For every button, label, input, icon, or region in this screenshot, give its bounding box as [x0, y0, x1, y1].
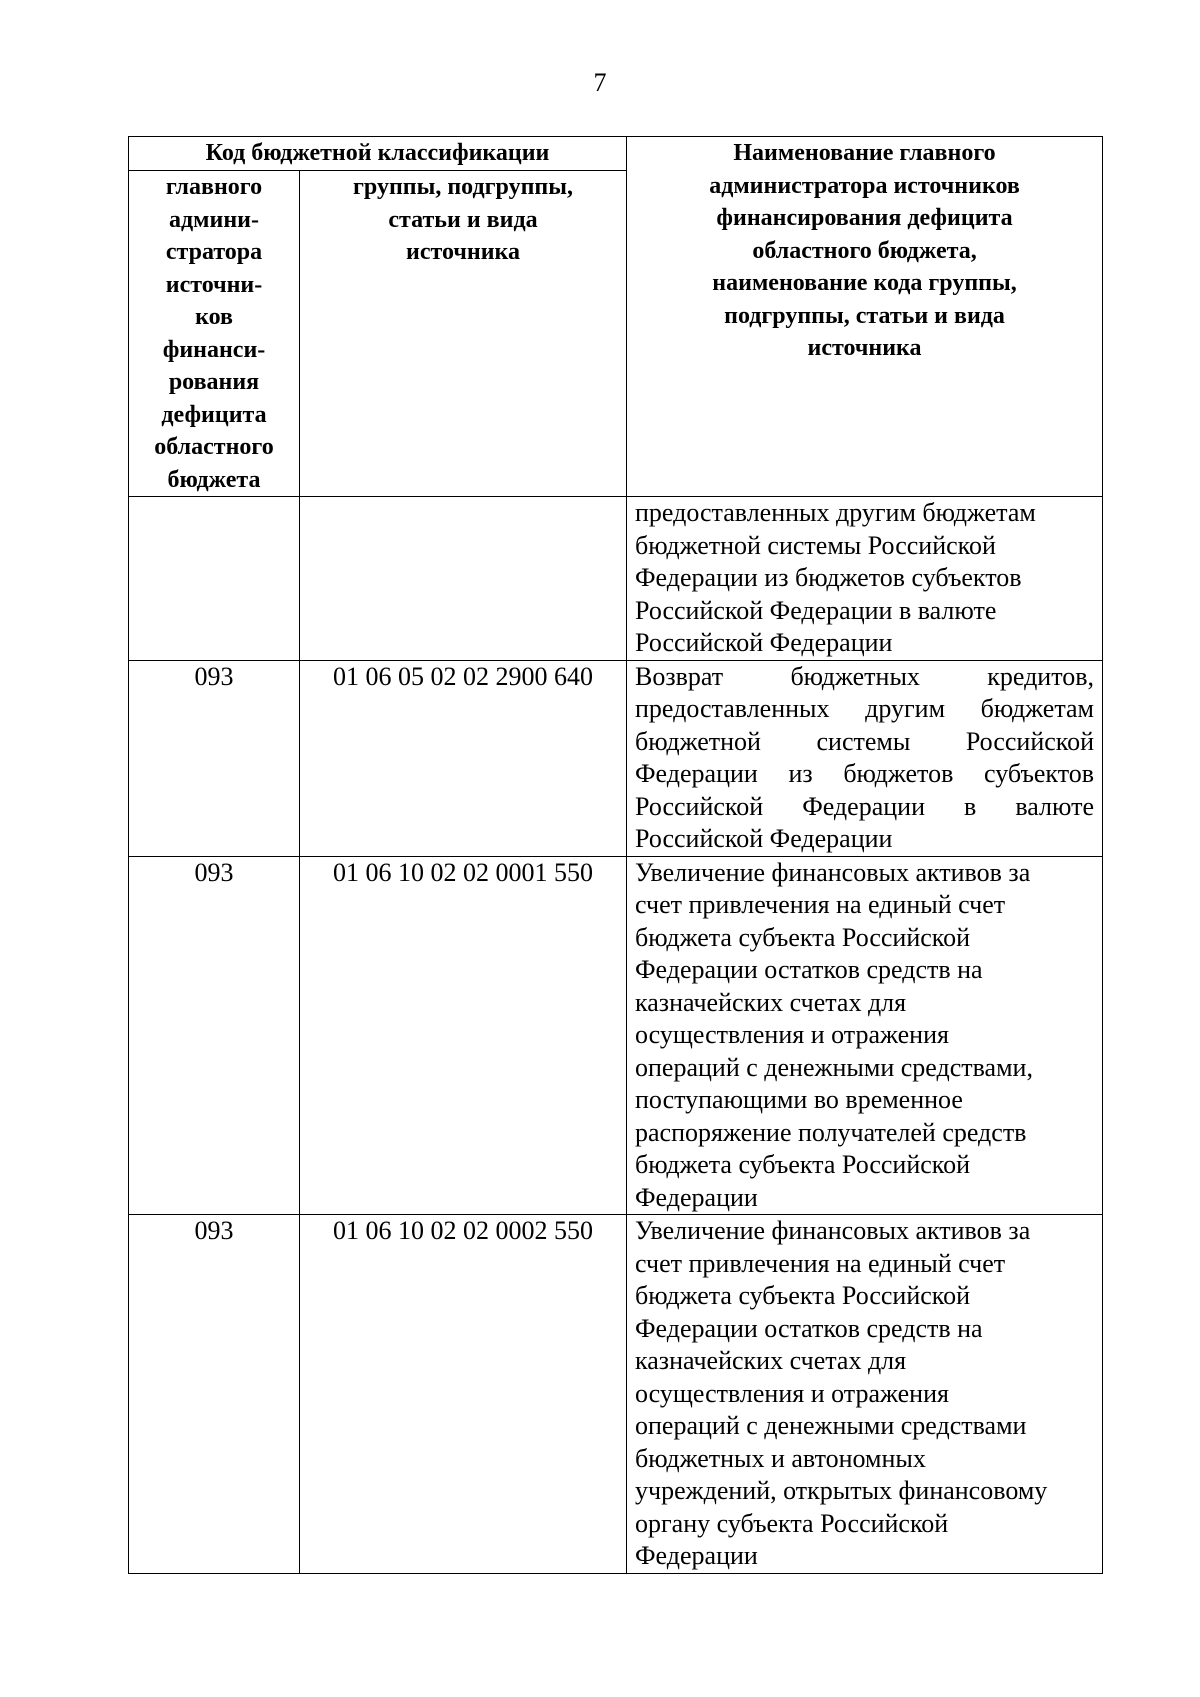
source-name-line: осуществления и отражения: [635, 1378, 949, 1408]
header-admin-line: дефицита: [161, 401, 267, 428]
source-name-line: Российской Федерации в валюте: [635, 791, 1095, 821]
source-code-cell: 01 06 05 02 02 2900 640: [300, 660, 627, 856]
source-name-line: бюджетных и автономных: [635, 1443, 926, 1473]
header-admin-line: областного: [154, 434, 274, 460]
header-admin-line: ков: [195, 304, 233, 330]
admin-code-cell: [129, 497, 300, 661]
source-name-line: операций с денежными средствами: [635, 1411, 1027, 1440]
source-name-line: операций с денежными средствами,: [635, 1052, 1033, 1082]
page-number: 7: [593, 68, 607, 97]
table-row: [129, 660, 1103, 856]
table-row: [129, 497, 1103, 661]
header-name-line: администратора источников: [709, 172, 1020, 199]
source-name-line: осуществления и отражения: [635, 1020, 949, 1049]
header-admin-line: главного: [165, 174, 263, 200]
header-admin-column: [129, 171, 300, 497]
source-name-line: поступающими во временное: [635, 1085, 963, 1114]
header-name-line: финансирования дефицита: [716, 205, 1013, 231]
admin-code-cell: 093: [129, 856, 300, 1215]
source-name-cell: [627, 856, 1103, 1215]
source-name-line: Российской Федерации: [635, 628, 893, 657]
admin-code-cell: 093: [129, 1215, 300, 1574]
source-name-line: Федерации из бюджетов субъектов: [635, 563, 1022, 592]
source-code-cell: 01 06 10 02 02 0002 550: [300, 1215, 627, 1574]
source-name-line: счет привлечения на единый счет: [635, 1248, 1006, 1278]
source-name-line: казначейских счетах для: [635, 1346, 907, 1375]
source-name-line: учреждений, открытых финансовому: [635, 1476, 1048, 1505]
source-name-line: Федерации из бюджетов субъектов: [635, 759, 1095, 788]
source-name-line: Федерации: [635, 1541, 758, 1570]
source-name-line: распоряжение получателей средств: [635, 1117, 1027, 1147]
source-name-line: бюджета субъекта Российской: [635, 1281, 971, 1310]
source-name-cell: [627, 660, 1103, 856]
header-name-line: подгруппы, статьи и вида: [724, 302, 1005, 329]
header-group-column: [300, 171, 627, 497]
source-name-line: Федерации остатков средств на: [635, 955, 983, 984]
header-code-group: Код бюджетной классификации: [129, 137, 627, 171]
source-name-line: органу субъекта Российской: [635, 1508, 949, 1538]
header-name-line: наименование кода группы,: [712, 270, 1017, 296]
source-name-line: счет привлечения на единый счет: [635, 890, 1006, 919]
header-name-column: [627, 137, 1103, 497]
source-code-cell: [300, 497, 627, 661]
header-admin-line: рования: [168, 369, 260, 395]
source-name-line: Федерации: [635, 1182, 758, 1212]
header-group-line: статьи и вида: [388, 206, 538, 233]
table-row: [129, 856, 1103, 1215]
header-name-line: источника: [807, 335, 922, 361]
source-name-cell: [627, 497, 1103, 661]
source-name-cell: [627, 1215, 1103, 1574]
header-group-line: группы, подгруппы,: [353, 174, 573, 200]
source-name-line: предоставленных другим бюджетам: [635, 498, 1036, 527]
source-name-line: Российской Федерации в валюте: [635, 595, 997, 625]
source-name-line: Российской Федерации: [635, 824, 893, 853]
source-name-line: казначейских счетах для: [635, 987, 907, 1017]
budget-classification-table: [128, 136, 1103, 1574]
header-group-line: источника: [406, 239, 520, 265]
source-code-cell: 01 06 10 02 02 0001 550: [300, 856, 627, 1215]
source-name-line: бюджетной системы Российской: [635, 726, 1095, 756]
admin-code-cell: 093: [129, 660, 300, 856]
header-admin-line: админи-: [169, 206, 259, 233]
source-name-line: Возврат бюджетных кредитов,: [635, 661, 1095, 691]
source-name-line: бюджетной системы Российской: [635, 530, 996, 560]
source-name-line: Увеличение финансовых активов за: [635, 857, 1031, 887]
header-admin-line: бюджета: [167, 466, 261, 493]
table-row: [129, 1215, 1103, 1574]
header-admin-line: финанси-: [162, 336, 266, 363]
header-row-top: [129, 137, 1103, 171]
source-name-line: бюджета субъекта Российской: [635, 922, 971, 952]
header-name-line: областного бюджета,: [752, 237, 977, 264]
source-name-line: Увеличение финансовых активов за: [635, 1216, 1031, 1245]
source-name-line: Федерации остатков средств на: [635, 1313, 983, 1343]
header-admin-line: источни-: [165, 271, 263, 298]
source-name-line: предоставленных другим бюджетам: [635, 694, 1095, 723]
header-admin-line: стратора: [165, 239, 263, 265]
source-name-line: бюджета субъекта Российской: [635, 1150, 971, 1179]
header-name-line: Наименование главного: [733, 140, 996, 166]
